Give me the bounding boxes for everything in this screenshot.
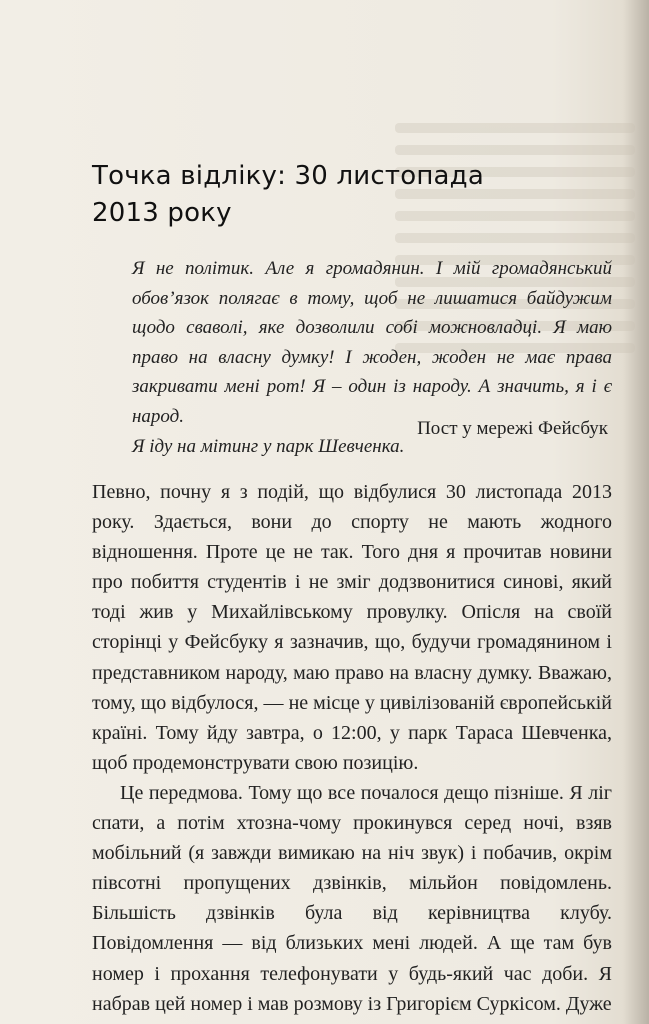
epigraph-source: Пост у мережі Фейсбук	[417, 418, 608, 439]
body-paragraph-2: Це передмова. Тому що все почалося дещо пізніше. Я ліг спати, а потім хтозна-чому прокинувся серед ночі, взяв мобільний (я завжди вимикаю на ніч звук) і побачив, окрім півсотні пропущених дзвінків, мільйон повідомлень. Більшість дзвінків була від керівництва клубу. Повідомлення — від близьких мені людей. А ще там був номер і прохання телефонувати у будь-який час доби. Я набрав цей номер і мав розмову із Григорієм Суркісом. Дуже	[92, 781, 612, 1015]
body-paragraph-1: Певно, почну я з подій, що відбулися 30 листопада 2013 року. Здається, вони до спорту не мають жодного відношення. Проте це не так. Того дня я прочитав новини про побиття студентів і не зміг додзвонитися синові, який тоді жив у Михайлівському провулку. Опісля на своїй сторінці у Фейсбуку я зазначив, що, будучи громадянином і представником народу, маю право на власну думку. Вважаю, тому, що відбулося, — не місце у цивілізованій європейській країні. Тому йду завтра, о 12:00, у парк Тараса Шевченка, щоб продемонструвати свою позицію.	[92, 481, 612, 774]
main-text	[92, 477, 612, 1019]
epigraph-paragraph-2: Я іду на мітинг у парк Шевченка.	[132, 435, 405, 457]
chapter-heading: Точка відліку: 30 листопада 2013 року	[92, 161, 484, 228]
epigraph-paragraph-1: Я не політик. Але я громадянин. І мій громадянський обов’язок полягає в тому, щоб не лишатися байдужим щодо сваволі, яке дозволили собі можновладці. Я маю право на власну думку! І жоден, жоден не має права закривати мені рот! Я – один із народу. А значить, я і є народ.	[132, 258, 612, 427]
